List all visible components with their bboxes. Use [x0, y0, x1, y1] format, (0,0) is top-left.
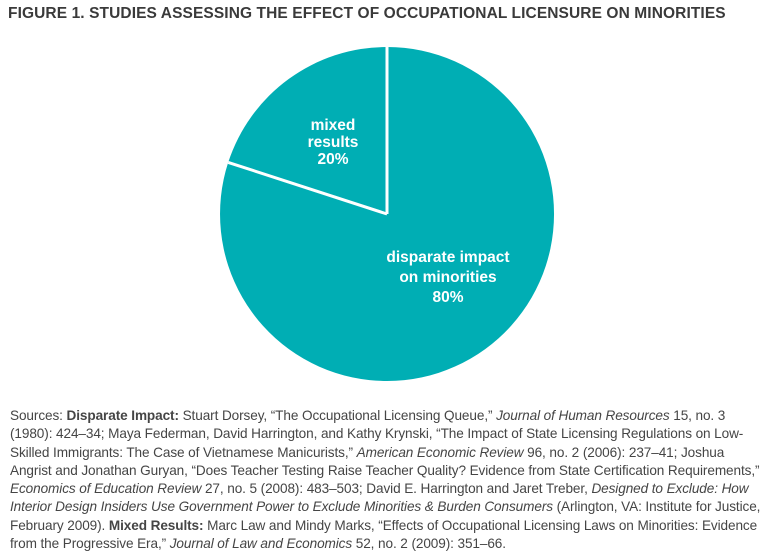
pie-slice-label-disparate-impact: on minorities	[399, 269, 497, 286]
pie-chart	[0, 40, 768, 402]
pie-slice-label-disparate-impact: 80%	[432, 289, 464, 306]
sources-segment: 15, no. 3 (1980): 424–34; Maya Federman, David Harrington, and Kathy Krynski, “The Impact of State Licensing Regulations on Low-Skilled Immigrants: The Case of Vietnamese Manicurists,”	[10, 408, 744, 460]
sources-segment: Stuart Dorsey, “The Occupational Licensing Queue,”	[182, 408, 497, 423]
sources-segment: Marc Law and Mindy Marks, “Effects of Occupational Licensing Laws on Minorities: Evidence from the Progressive Era,”	[10, 517, 758, 552]
sources-segment: Designed to Exclude: How Interior Design Insiders Use Government Power to Exclude Minorities & Burden Consumers	[10, 481, 749, 515]
pie-slice-label-mixed-results: results	[307, 134, 359, 151]
pie-slice-label-disparate-impact: disparate impact	[386, 249, 510, 266]
pie-slice-label-mixed-results: 20%	[317, 151, 349, 168]
sources-segment: American Economic Review	[356, 444, 524, 460]
sources-segment: Disparate Impact:	[66, 408, 183, 423]
sources-segment: 52, no. 2 (2009): 351–66.	[352, 536, 506, 552]
sources-segment: (Arlington, VA: Institute for Justice, February 2009).	[10, 499, 761, 533]
sources-segment: Economics of Education Review	[10, 481, 202, 497]
figure-title: FIGURE 1. STUDIES ASSESSING THE EFFECT OF OCCUPATIONAL LICENSURE ON MINORITIES	[8, 5, 726, 22]
sources-segment: 96, no. 2 (2006): 237–41; Joshua Angrist and Jonathan Guryan, “Does Teacher Testing Raise Teacher Quality? Evidence from State Certification Requirements,”	[10, 444, 760, 478]
sources-segment: Journal of Human Resources	[496, 408, 670, 423]
sources-segment: Mixed Results:	[108, 517, 208, 533]
sources-segment: Journal of Law and Economics	[169, 536, 353, 552]
sources-segment: 27, no. 5 (2008): 483–503; David E. Harrington and Jaret Treber,	[201, 481, 592, 497]
sources-text	[10, 407, 761, 553]
sources-segment: Sources:	[10, 408, 67, 423]
pie-slice-label-mixed-results: mixed	[310, 117, 356, 134]
